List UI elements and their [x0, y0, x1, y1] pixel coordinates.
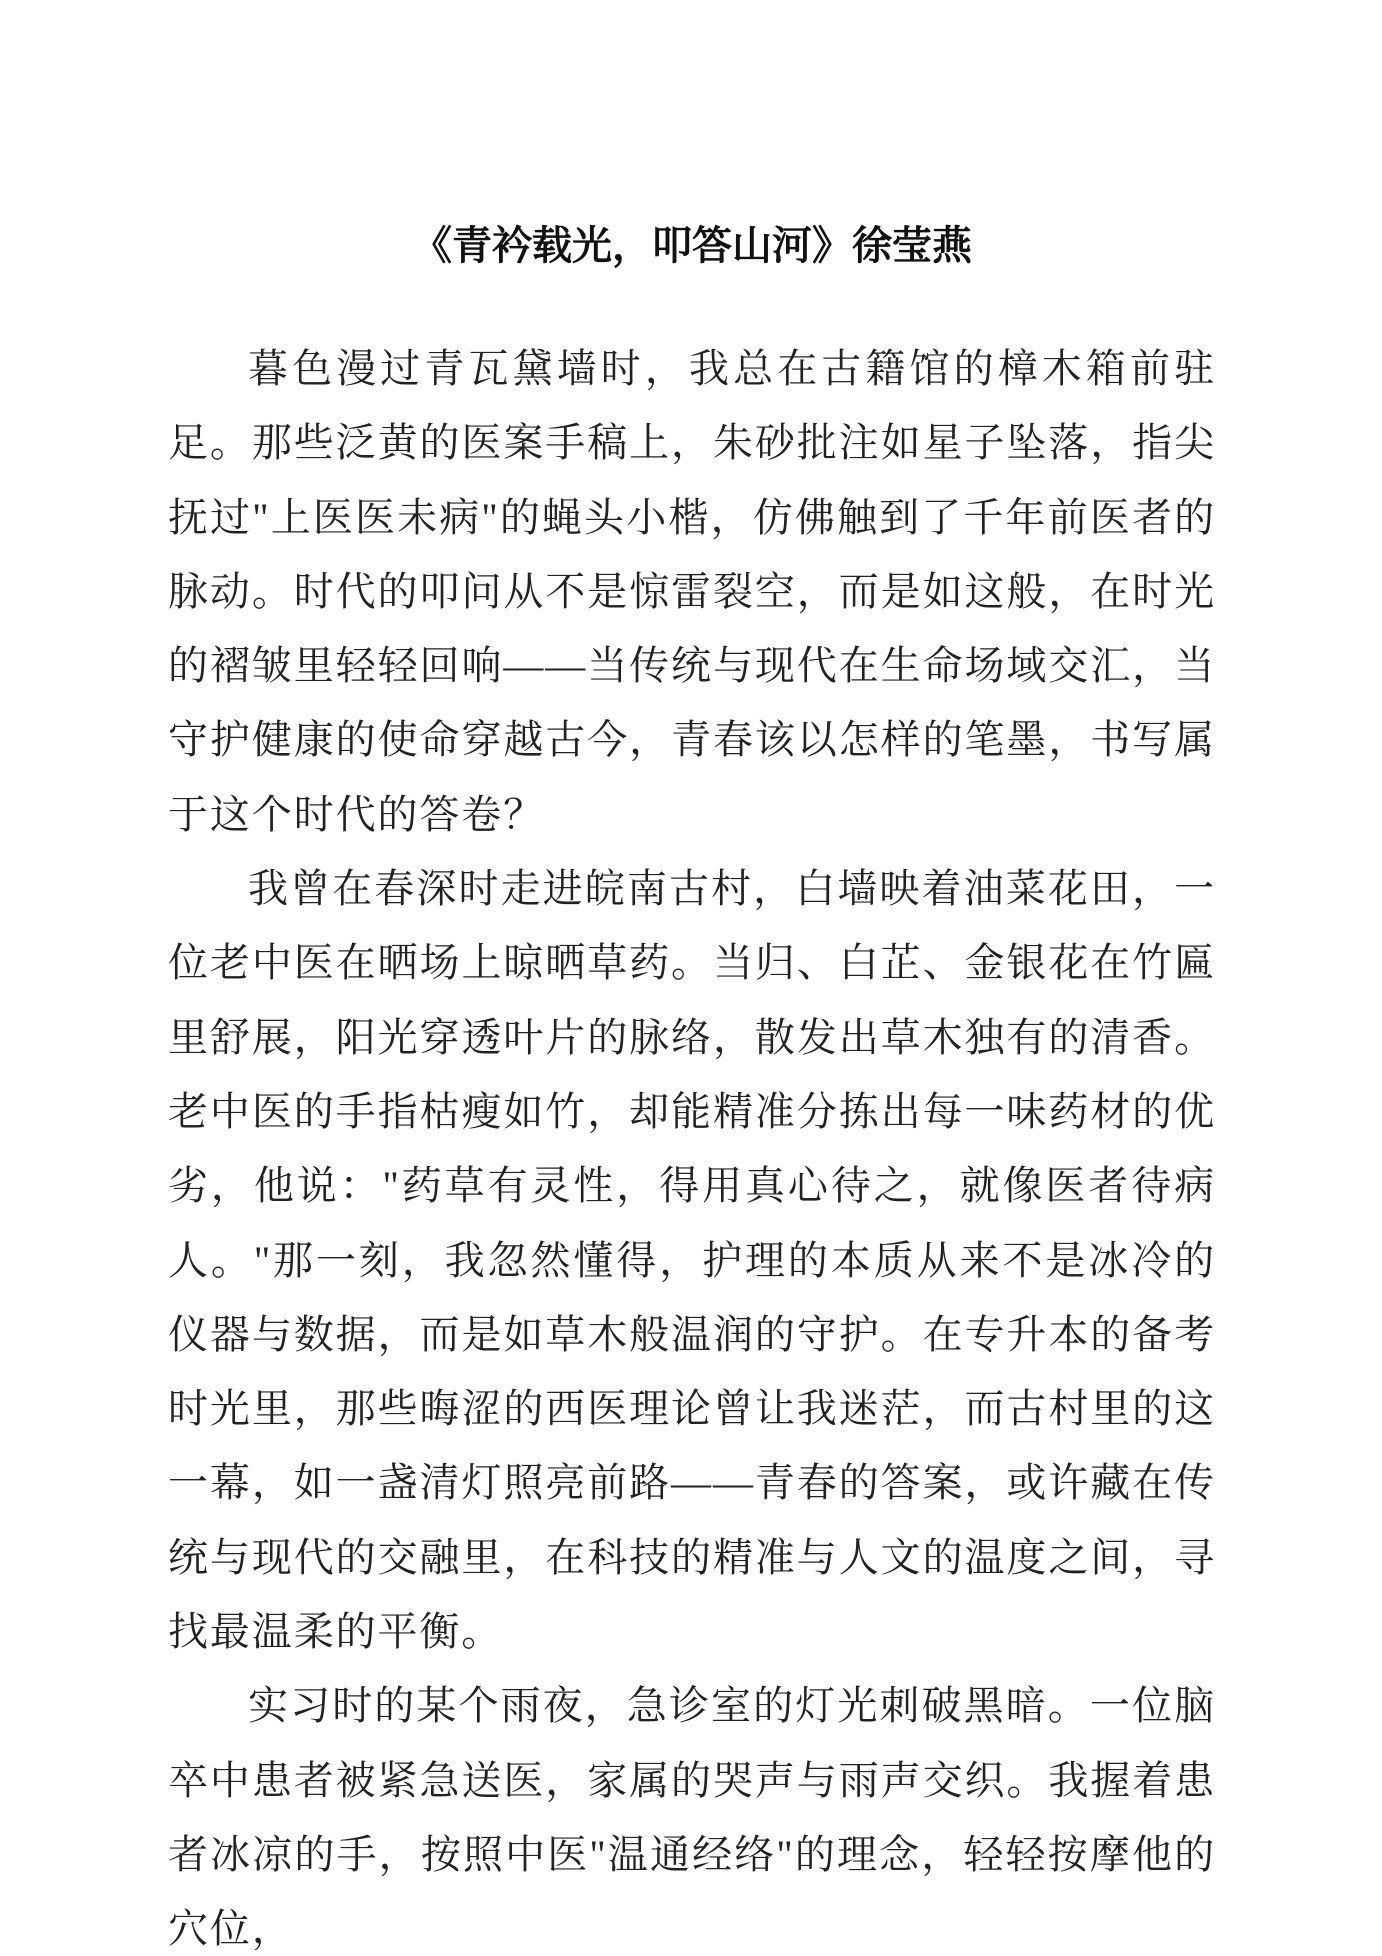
document-title: 《青衿载光，叩答山河》徐莹燕: [412, 223, 972, 268]
paragraph-ancient-village: 我曾在春深时走进皖南古村，白墙映着油菜花田，一位老中医在晒场上晾晒草药。当归、白芷、金银花在竹匾里舒展，阳光穿透叶片的脉络，散发出草木独有的清香。老中医的手指枯瘦如竹，却能精准分拣出每一味药材的优劣，他说："药草有灵性，得用真心待之，就像医者待病人。"那一刻，我忽然懂得，护理的本质从来不是冰冷的仪器与数据，而是如草木般温润的守护。在专升本的备考时光里，那些晦涩的西医理论曾让我迷茫，而古村里的这一幕，如一盏清灯照亮前路——青春的答案，或许藏在传统与现代的交融里，在科技的精准与人文的温度之间，寻找最温柔的平衡。: [168, 866, 1216, 1655]
paragraph-opening: 暮色漫过青瓦黛墙时，我总在古籍馆的樟木箱前驻足。那些泛黄的医案手稿上，朱砂批注如星子坠落，指尖抚过"上医医未病"的蝇头小楷，仿佛触到了千年前医者的脉动。时代的叩问从不是惊雷裂空，而是如这般，在时光的褶皱里轻轻回响——当传统与现代在生命场域交汇，当守护健康的使命穿越古今，青春该以怎样的笔墨，书写属于这个时代的答卷？: [168, 346, 1216, 837]
document-content: [168, 222, 1216, 1956]
paragraph-internship-night: 实习时的某个雨夜，急诊室的灯光刺破黑暗。一位脑卒中患者被紧急送医，家属的哭声与雨声交织。我握着患者冰凉的手，按照中医"温通经络"的理念，轻轻按摩他的穴位，: [168, 1683, 1216, 1952]
